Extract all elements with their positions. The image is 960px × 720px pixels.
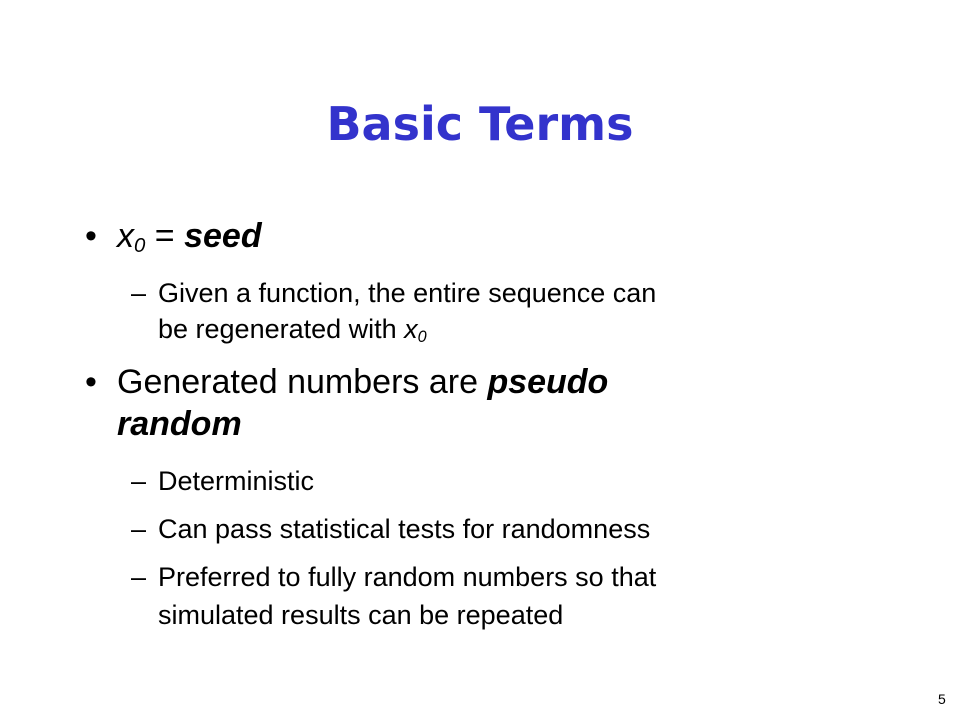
seed-variable-subscript: 0 xyxy=(134,235,146,258)
slide-title: Basic Terms xyxy=(326,97,634,151)
sub-bullet-text: Deterministic xyxy=(158,466,315,496)
seed-variable: x xyxy=(117,217,134,255)
seed-variable: x xyxy=(404,314,418,344)
bullet-seed-text xyxy=(117,216,262,256)
sub-bullet-line: Given a function, the entire sequence can xyxy=(158,278,657,308)
page-number: 5 xyxy=(938,691,946,707)
bullet-line xyxy=(117,362,608,402)
sub-bullet-regenerate xyxy=(131,276,901,347)
sub-bullet-text: be regenerated with xyxy=(158,314,405,344)
equals-sign: = xyxy=(145,217,185,255)
pseudo-term: pseudo xyxy=(487,363,609,401)
seed-variable-subscript: 0 xyxy=(417,328,427,347)
bullet-marker: • xyxy=(85,363,97,401)
bullet-seed xyxy=(85,216,885,256)
seed-term: seed xyxy=(184,217,262,255)
sub-bullet-text: Can pass statistical tests for randomness xyxy=(158,514,651,544)
sub-bullet-statistical xyxy=(131,512,901,546)
bullet-text: Generated numbers are xyxy=(117,363,488,401)
dash-marker: – xyxy=(131,278,147,308)
sub-bullet-line: Preferred to fully random numbers so that xyxy=(158,562,657,592)
dash-marker: – xyxy=(131,466,147,496)
bullet-pseudo-random xyxy=(85,362,885,446)
sub-bullet-preferred xyxy=(131,560,901,632)
random-term: random xyxy=(117,405,242,443)
sub-bullet-line: simulated results can be repeated xyxy=(158,600,564,630)
dash-marker: – xyxy=(131,514,147,544)
sub-bullet-line xyxy=(158,312,427,346)
sub-bullet-deterministic xyxy=(131,464,901,498)
bullet-marker: • xyxy=(85,217,97,255)
dash-marker: – xyxy=(131,562,147,592)
